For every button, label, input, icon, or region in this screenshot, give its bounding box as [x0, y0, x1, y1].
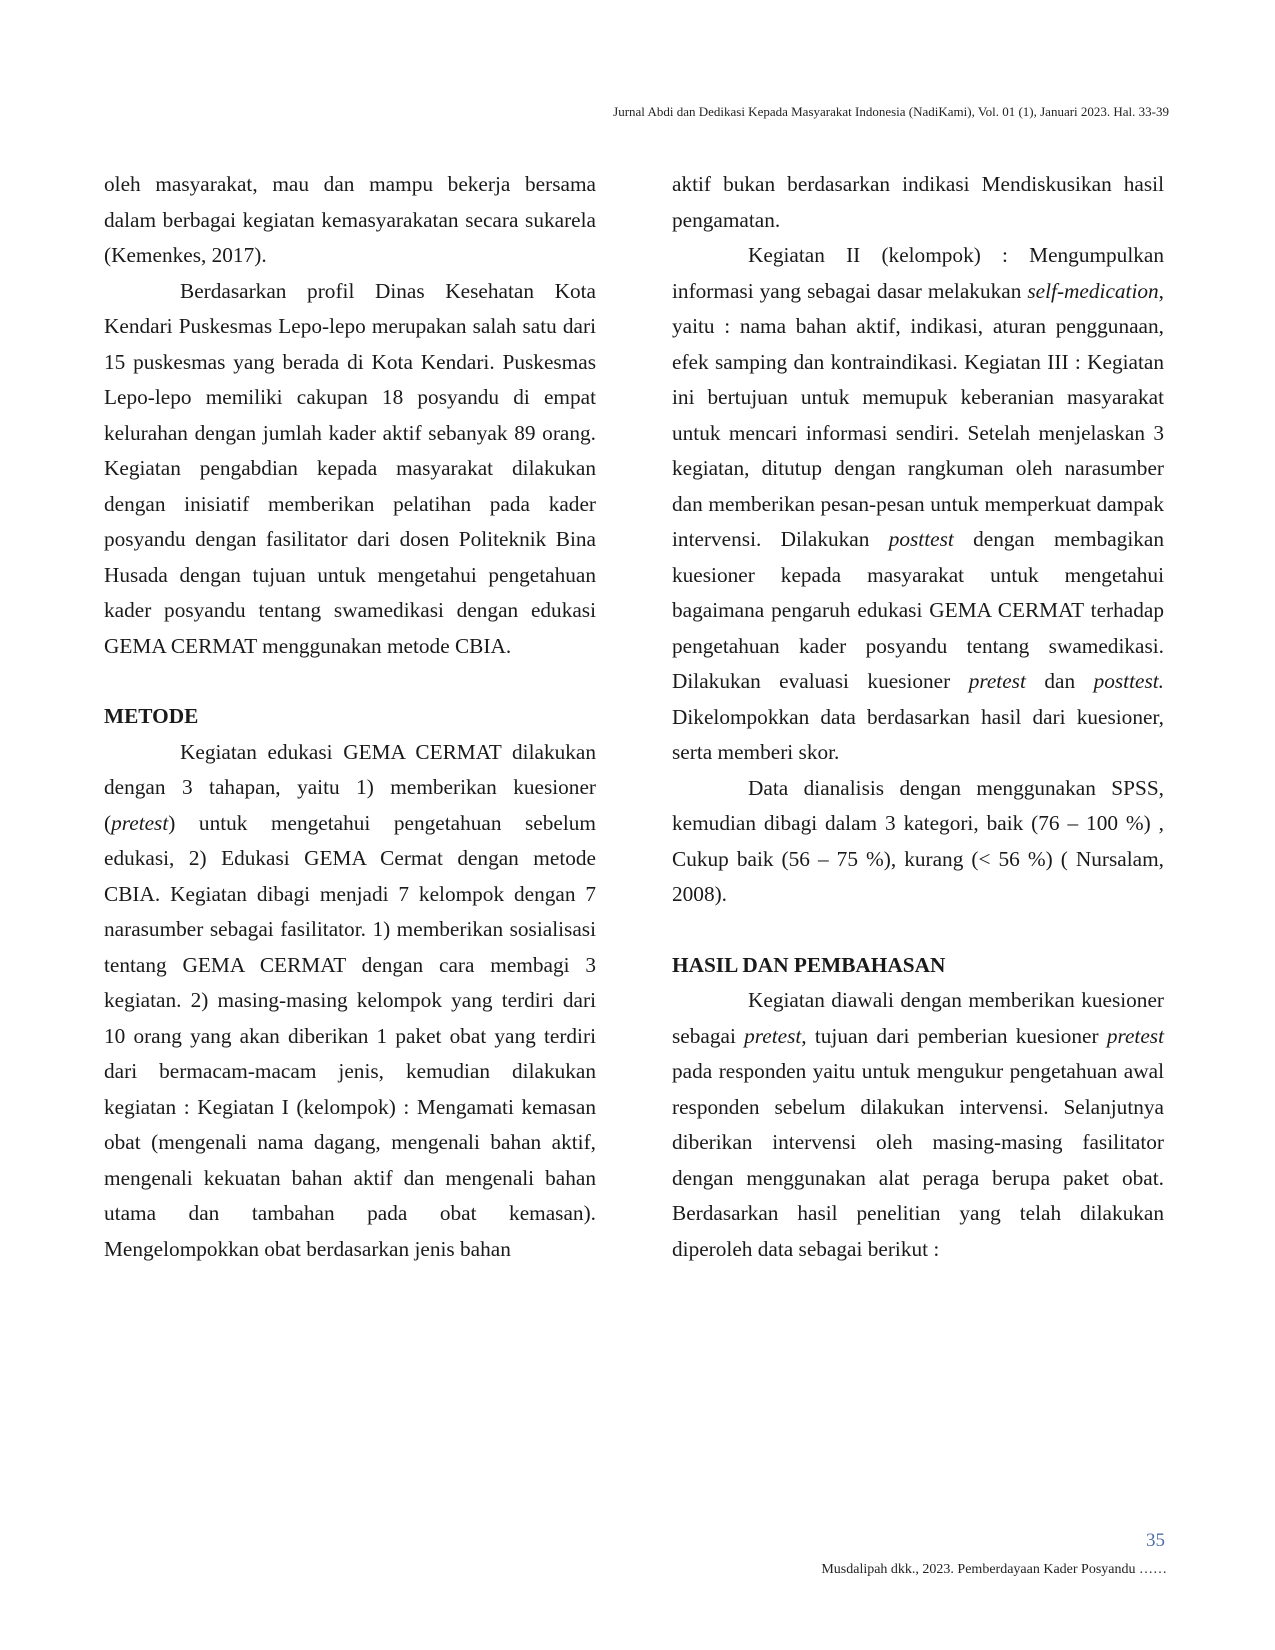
text-run: ) untuk mengetahui pengetahuan sebelum edukasi, 2) Edukasi GEMA Cermat dengan metode CBIA. Kegiatan dibagi menjadi 7 kelompok dengan 7 narasumber sebagai fasilitator. 1) memberikan sosialisasi tentang GEMA CERMAT dengan cara membagi 3 kegiatan. 2) masing-masing kelompok yang terdiri dari 10 orang yang akan diberikan 1 paket obat yang terdiri dari bermacam-macam jenis, kemudian dilakukan kegiatan : Kegiatan I (kelompok) : Mengamati kemasan obat (mengenali nama dagang, mengenali bahan aktif, mengenali kekuatan bahan aktif dan mengenali bahan utama dan tambahan pada obat kemasan). Mengelompokkan obat berdasarkan jenis bahan — [104, 810, 596, 1261]
italic-term: pretest — [111, 810, 169, 835]
text-run: Kegiatan II (kelompok) : Mengumpulkan informasi yang sebagai dasar melakukan — [672, 243, 1164, 303]
text-run: Dikelompokkan data berdasarkan hasil dari kuesioner, serta memberi skor. — [672, 704, 1164, 764]
text-run: , tujuan dari pemberian kuesioner — [801, 1023, 1107, 1048]
spacer — [672, 913, 1164, 948]
text-run: Kegiatan diawali dengan memberikan kuesioner sebagai — [672, 988, 1164, 1048]
running-footer: Musdalipah dkk., 2023. Pemberdayaan Kader Posyandu …… — [821, 1562, 1167, 1577]
page-number: 35 — [1146, 1530, 1165, 1551]
italic-term: posttest — [888, 527, 954, 551]
text-run: Kegiatan edukasi GEMA CERMAT dilakukan dengan 3 tahapan, yaitu 1) memberikan kuesioner ( — [104, 739, 596, 835]
paragraph: Berdasarkan profil Dinas Kesehatan Kota Kendari Puskesmas Lepo-lepo merupakan salah satu dari 15 puskesmas yang berada di Kota Kendari. Puskesmas Lepo-lepo memiliki cakupan 18 posyandu di empat kelurahan dengan jumlah kader aktif sebanyak 89 orang. Kegiatan pengabdian kepada masyarakat dilakukan dengan inisiatif memberikan pelatihan pada kader posyandu dengan fasilitator dari dosen Politeknik Bina Husada dengan tujuan untuk mengetahui pengetahuan kader posyandu tentang swamedikasi dengan edukasi GEMA CERMAT menggunakan metode CBIA. — [104, 278, 596, 658]
paragraph: aktif bukan berdasarkan indikasi Mendiskusikan hasil pengamatan. — [672, 172, 1164, 232]
left-column — [104, 167, 596, 1267]
right-column — [672, 167, 1164, 1267]
italic-term: pretest — [744, 1023, 802, 1048]
spacer — [104, 664, 596, 699]
text-run: dengan membagikan kuesioner kepada masyarakat untuk mengetahui bagaimana pengaruh edukasi GEMA CERMAT terhadap pengetahuan kader posyandu tentang swamedikasi. Dilakukan evaluasi kuesioner — [672, 527, 1164, 693]
italic-term: pretest — [968, 669, 1026, 693]
text-run: dan — [1025, 669, 1094, 693]
section-heading-metode: METODE — [104, 704, 199, 728]
paragraph: Data dianalisis dengan menggunakan SPSS, kemudian dibagi dalam 3 kategori, baik (76 – 100 %) , Cukup baik (56 – 75 %), kurang (< 56 %) ( Nursalam, 2008). — [672, 775, 1164, 906]
paragraph: oleh masyarakat, mau dan mampu bekerja bersama dalam berbagai kegiatan kemasyarakatan secara sukarela (Kemenkes, 2017). — [104, 172, 596, 267]
section-heading-hasil: HASIL DAN PEMBAHASAN — [672, 952, 946, 977]
text-run: pada responden yaitu untuk mengukur pengetahuan awal responden sebelum dilakukan intervensi. Selanjutnya diberikan intervensi oleh masing-masing fasilitator dengan menggunakan alat peraga berupa paket obat. Berdasarkan hasil penelitian yang telah dilakukan diperoleh data sebagai berikut : — [672, 1059, 1164, 1261]
italic-term: self-medication — [1027, 278, 1159, 303]
paragraph — [104, 735, 596, 1268]
paragraph — [672, 983, 1164, 1267]
italic-term: pretest — [1106, 1023, 1165, 1048]
italic-term: posttest. — [1093, 669, 1164, 693]
text-run: , yaitu : nama bahan aktif, indikasi, aturan penggunaan, efek samping dan kontraindikasi. Kegiatan III : Kegiatan ini bertujuan untuk memupuk keberanian masyarakat untuk mencari informasi sendiri. Setelah menjelaskan 3 kegiatan, ditutup dengan rangkuman oleh narasumber dan memberikan pesan-pesan untuk memperkuat dampak intervensi. Dilakukan — [672, 278, 1164, 551]
paragraph — [672, 238, 1164, 771]
running-header: Jurnal Abdi dan Dedikasi Kepada Masyarakat Indonesia (NadiKami), Vol. 01 (1), Januari 2023. Hal. 33-39 — [613, 104, 1169, 119]
